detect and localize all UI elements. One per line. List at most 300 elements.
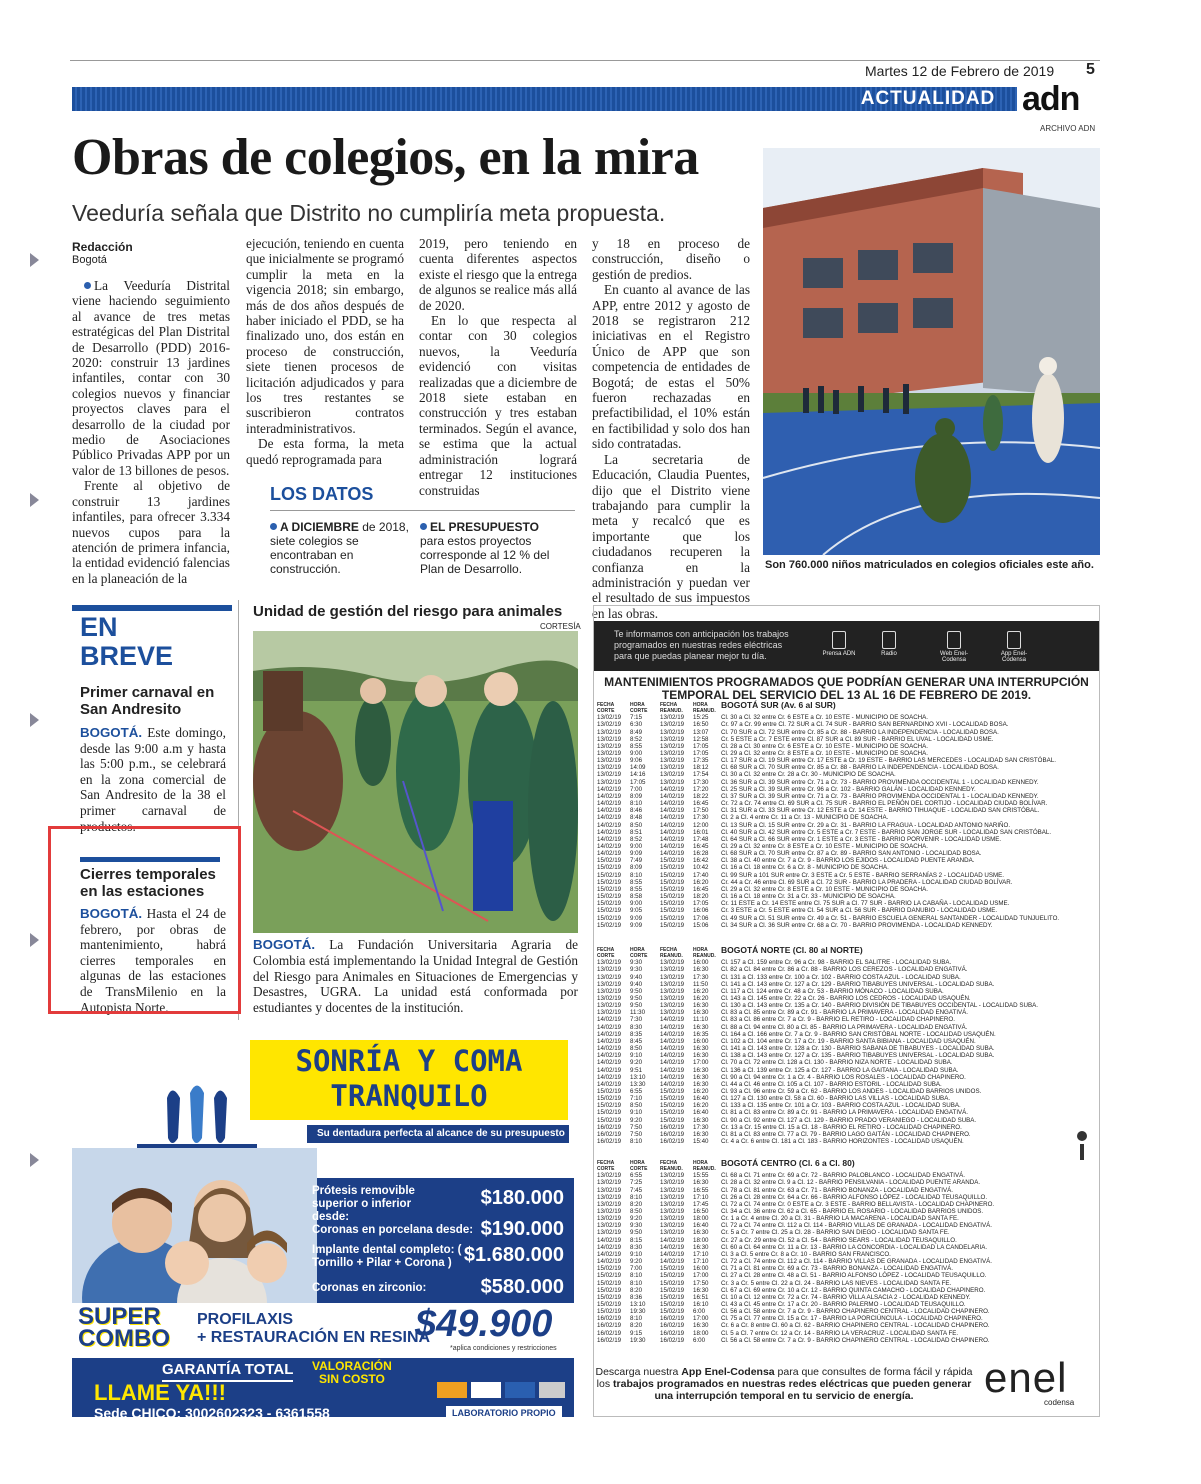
schedule-cell: 8:10: [630, 1193, 643, 1201]
schedule-cell: Cl. 29 a Cl. 32 entre Cr. 8 ESTE a Cr. 10 ESTE - MUNICIPIO DE SOACHA.: [721, 749, 928, 757]
schedule-cell: 8:10: [630, 800, 643, 808]
schedule-cell: 16:00: [693, 1037, 709, 1045]
valoracion-line: VALORACIÓN: [312, 1359, 392, 1373]
schedule-cell: 9:40: [630, 973, 643, 981]
schedule-cell: Cl. 131 a Cl. 133 entre Cr. 100 a Cr. 102 - BARRIO COSTA AZUL - LOCALIDAD SUBA.: [721, 973, 961, 981]
schedule-cell: 14/02/19: [597, 1258, 622, 1266]
schedule-cell: 13/02/19: [597, 749, 622, 757]
schedule-cell: Cr. 5 ESTE a Cr. 7 ESTE entre Cl. 87 SUR a Cl. 89 SUR - BARRIO EL UVAL - LOCALIDAD USME.: [721, 735, 994, 743]
schedule-row: [597, 1045, 1092, 1052]
schedule-cell: 7:00: [630, 1265, 643, 1273]
page-number: 5: [1086, 61, 1095, 78]
schedule-cell: 13/02/19: [660, 1215, 685, 1223]
schedule-cell: 13/02/19: [660, 1193, 685, 1201]
schedule-row: [597, 1265, 1092, 1272]
schedule-cell: 13/02/19: [597, 742, 622, 750]
schedule-cell: Cl. 36 SUR a Cl. 39 SUR entre Cr. 71 a Cr. 73 - BARRIO PROVIMENDA OCCIDENTAL 1 - LOCALIDAD KENNEDY.: [721, 778, 1039, 786]
schedule-row: [597, 1067, 1092, 1074]
price-label: Coronas en porcelana desde:: [312, 1224, 474, 1236]
schedule-cell: 15/02/19: [660, 893, 685, 901]
brief-title: Primer carnaval en San Andresito: [80, 684, 215, 718]
schedule-col-header: FECHA REANUD.: [660, 1160, 683, 1172]
schedule-cell: 13/02/19: [597, 735, 622, 743]
schedule-cell: 17:10: [693, 1250, 709, 1258]
schedule-cell: Cr. 27 a Cr. 29 entre Cl. 52 a Cl. 54 - BARRIO SEARS - LOCALIDAD TEUSAQUILLO.: [721, 1236, 957, 1244]
schedule-cell: 13/02/19: [597, 1193, 622, 1201]
schedule-cell: Cl. 64 SUR a Cl. 66 SUR entre Cr. 1 ESTE a Cr. 3 ESTE - BARRIO PORVENIR - LOCALIDAD USME.: [721, 835, 1002, 843]
schedule-cell: 16:20: [693, 1088, 709, 1095]
schedule-cell: 15/02/19: [597, 885, 622, 893]
schedule-cell: 9:15: [630, 1329, 643, 1337]
schedule-cell: 14/02/19: [660, 1059, 685, 1067]
schedule-cell: 13/02/19: [660, 1222, 685, 1230]
schedule-cell: 17:10: [693, 1258, 709, 1266]
schedule-cell: 13/02/19: [660, 714, 685, 722]
schedule-cell: 13/02/19: [597, 994, 622, 1002]
schedule-row: [597, 1251, 1092, 1258]
article-paragraph: La secretaria de Educación, Claudia Puentes, dijo que el Distrito viene trabajando para cumplir la meta y recalcó que es importante que los ciudadanos recuperen la confianza en la administración y puedan ver el resultado de sus impuestos en las obras.: [592, 451, 750, 621]
schedule-row: [597, 814, 1092, 821]
enel-logo-sub: codensa: [1044, 1398, 1075, 1407]
schedule-cell: 13/02/19: [597, 1179, 622, 1187]
schedule-cell: Cl. 16 a Cl. 18 entre Cr. 6 a Cr. 8 - MUNICIPIO DE SOACHA.: [721, 864, 889, 872]
schedule-col-header: HORA REANUD.: [693, 702, 716, 714]
schedule-cell: 15/02/19: [660, 914, 685, 922]
schedule-cell: 13/02/19: [597, 757, 622, 765]
enel-header-band: [594, 621, 1099, 671]
schedule-cell: 16/02/19: [660, 1336, 685, 1344]
schedule-cell: 8:50: [630, 1045, 643, 1053]
schedule-col-header: FECHA REANUD.: [660, 947, 683, 959]
price-value: $580.000: [480, 1276, 564, 1298]
schedule-row: [597, 959, 1092, 966]
schedule-cell: 13/02/19: [660, 980, 685, 988]
schedule-cell: 7:25: [630, 1179, 643, 1187]
schedule-cell: Cl. 72 a Cl. 74 entre Cl. 112 a Cl. 114 - BARRIO VILLAS DE GRANADA - LOCALIDAD ENGATIVÁ.: [721, 1258, 992, 1266]
schedule-cell: 14/02/19: [660, 1016, 685, 1024]
schedule-cell: 8:49: [630, 728, 643, 736]
schedule-row: [597, 1095, 1092, 1102]
schedule-cell: Cl. 90 a Cl. 94 entre Cr. 1 a Cr. 4 - BARRIO LOS ROSALES - LOCALIDAD CHAPINERO.: [721, 1073, 966, 1081]
schedule-cell: 16:20: [693, 1102, 709, 1110]
schedule-cell: Cl. 83 a Cl. 85 entre Cr. 89 a Cr. 91 - BARRIO LA PRIMAVERA - LOCALIDAD ENGATIVÁ.: [721, 1009, 969, 1017]
schedule-col-header: FECHA REANUD.: [660, 702, 683, 714]
schedule-row: [597, 1074, 1092, 1081]
enel-footer: [594, 1366, 974, 1402]
schedule-cell: 11:10: [693, 1016, 709, 1024]
schedule-cell: Cl. 141 a Cl. 143 entre Cr. 127 a Cr. 129 - BARRIO TIBABUYES UNIVERSAL - LOCALIDAD SUBA.: [721, 980, 995, 988]
schedule-cell: 15/02/19: [597, 893, 622, 901]
schedule-cell: Cl. 117 a Cl. 124 entre Cr. 48 a Cr. 53 - BARRIO MÓNACO - LOCALIDAD SUBA.: [721, 987, 944, 995]
schedule-row: [597, 822, 1092, 829]
combo-desc-line: + RESTAURACIÓN EN RESINA: [197, 1329, 431, 1346]
schedule-cell: Cl. 102 a Cl. 104 entre Cr. 17 a Cr. 19 - BARRIO SANTA BIBIANA - LOCALIDAD USAQUÉN.: [721, 1037, 976, 1045]
schedule-cell: 18:20: [693, 893, 709, 901]
schedule-cell: 15:55: [693, 1172, 709, 1180]
schedule-row: [597, 743, 1092, 750]
schedule-row: [597, 1081, 1092, 1088]
schedule-cell: 16:30: [693, 1116, 709, 1124]
schedule-cell: Cl. 37 SUR a Cl. 39 SUR entre Cr. 71 a Cr. 73 - BARRIO PROVIMENDA OCCIDENTAL 1 - LOCALIDAD KENNEDY.: [721, 792, 1039, 800]
schedule-cell: 14/02/19: [597, 1037, 622, 1045]
schedule-cell: 7:45: [630, 1186, 643, 1194]
schedule-cell: Cl. 72 a Cl. 74 entre Cr. 0 ESTE a Cr. 3 ESTE - BARRIO BELLAVISTA - LOCALIDAD CHAPINERO.: [721, 1200, 995, 1208]
schedule-cell: 16:28: [693, 850, 709, 858]
schedule-cell: 10:42: [693, 864, 709, 872]
schedule-cell: 13/02/19: [660, 728, 685, 736]
schedule-cell: 8:20: [630, 1200, 643, 1208]
schedule-cell: 14/02/19: [660, 828, 685, 836]
schedule-cell: 15/02/19: [660, 1286, 685, 1294]
schedule-cell: Cl. 82 a Cl. 84 entre Cr. 86 a Cr. 88 - BARRIO LOS CEREZOS - LOCALIDAD ENGATIVÁ.: [721, 966, 968, 974]
schedule-cell: 16:45: [693, 800, 709, 808]
branch-phone: Sede CHICO: 3002602323 - 6361558: [94, 1405, 330, 1421]
schedule-cell: Cl. 130 a Cl. 143 entre Cr. 135 a Cr. 140 - BARRIO DIVISIÓN DE TIBABUYES OCCIDENTAL - LOCALIDAD SUBA.: [721, 1002, 1038, 1010]
schedule-cell: 9:50: [630, 987, 643, 995]
schedule-cell: 14/02/19: [597, 792, 622, 800]
schedule-cell: 15/02/19: [597, 1286, 622, 1294]
schedule-row: [597, 729, 1092, 736]
schedule-cell: Cr. 13 a Cr. 15 entre Cl. 15 a Cl. 18 - BARRIO EL RETIRO - LOCALIDAD CHAPINERO.: [721, 1123, 962, 1131]
schedule-cell: 8:55: [630, 878, 643, 886]
schedule-col-header: FECHA CORTE: [597, 702, 615, 714]
schedule-cell: 13:30: [630, 1080, 646, 1088]
schedule-row: [597, 1308, 1092, 1315]
schedule-col-header: HORA CORTE: [630, 702, 648, 714]
schedule-cell: 14/02/19: [660, 1045, 685, 1053]
article-paragraph: 2019, pero teniendo en cuenta diferentes aspectos existe el riesgo que la entrega de algunos se realice más allá de 2020.: [419, 236, 577, 313]
margin-arrow-icon: [30, 933, 39, 947]
schedule-cell: 17:30: [693, 1123, 709, 1131]
schedule-cell: 16:55: [693, 1186, 709, 1194]
schedule-cell: 14/02/19: [597, 1052, 622, 1060]
schedule-cell: 13/02/19: [597, 973, 622, 981]
schedule-row: [597, 879, 1092, 886]
schedule-cell: 9:50: [630, 994, 643, 1002]
datos-text: de 2018, siete colegios se encontraban en construcción.: [270, 520, 409, 576]
schedule-row: [597, 793, 1092, 800]
schedule-cell: 14/02/19: [597, 835, 622, 843]
combo-note: *aplica condiciones y restricciones: [450, 1345, 557, 1352]
schedule-cell: 15/02/19: [597, 921, 622, 929]
schedule-cell: 13/02/19: [660, 749, 685, 757]
schedule-cell: 16/02/19: [597, 1322, 622, 1330]
schedule-cell: 17:10: [693, 1193, 709, 1201]
schedule-cell: 16/02/19: [597, 1315, 622, 1323]
schedule-cell: 13/02/19: [597, 987, 622, 995]
schedule-cell: Cl. 40 SUR a Cl. 42 SUR entre Cr. 5 ESTE a Cr. 7 ESTE - BARRIO SAN JORGE SUR - LOCALIDAD SAN CRISTÓBAL.: [721, 828, 1052, 836]
schedule-cell: 7:10: [630, 1095, 643, 1103]
schedule-cell: 8:10: [630, 871, 643, 879]
schedule-cell: 9:09: [630, 850, 643, 858]
schedule-cell: Cl. 81 a Cl. 83 entre Cr. 89 a Cr. 91 - BARRIO LA PRIMAVERA - LOCALIDAD ENGATIVÁ.: [721, 1109, 969, 1117]
schedule-row: [597, 757, 1092, 764]
article-paragraph: La Veeduría Distrital viene haciendo seguimiento al avance de tres metas estratégicas del Plan Distrital de Desarrollo (PDD) 2016-2020: construir 13 jardines infantiles, contar con 30 colegios nuevos y financiar proyectos claves para el desarrollo de la ciudad por medio de Asociaciones Público Privadas APP por un valor de 13 billones de pesos.: [72, 278, 230, 478]
schedule-cell: 13/02/19: [660, 764, 685, 772]
schedule-cell: 17:05: [693, 749, 709, 757]
schedule-cell: 17:06: [693, 914, 709, 922]
schedule-cell: 8:51: [630, 828, 643, 836]
schedule-cell: 16:20: [693, 878, 709, 886]
schedule-cell: 16:50: [693, 721, 709, 729]
schedule-cell: 9:40: [630, 980, 643, 988]
schedule-cell: 16:30: [693, 1229, 709, 1237]
schedule-cell: 16/02/19: [660, 1130, 685, 1138]
schedule-row: [597, 1229, 1092, 1236]
schedule-cell: 8:55: [630, 885, 643, 893]
highlight-box: [48, 826, 241, 1014]
schedule-cell: 14/02/19: [660, 1030, 685, 1038]
issue-date: Martes 12 de Febrero de 2019: [865, 63, 1055, 79]
enel-footer-text: para que consultes de forma fácil y rápida los: [596, 1366, 973, 1390]
free-evaluation: [312, 1360, 392, 1386]
schedule-row: [597, 786, 1092, 793]
schedule-row: [597, 736, 1092, 743]
schedule-cell: 17:00: [693, 1315, 709, 1323]
schedule-cell: 13/02/19: [660, 1172, 685, 1180]
en-breve-title: [80, 613, 173, 671]
schedule-cell: 13/02/19: [660, 987, 685, 995]
schedule-cell: 9:10: [630, 1052, 643, 1060]
schedule-cell: 15/02/19: [660, 864, 685, 872]
article-column-1: [72, 278, 230, 586]
datos-item: [270, 520, 410, 576]
schedule-cell: 15/02/19: [597, 878, 622, 886]
schedule-cell: 13/02/19: [597, 764, 622, 772]
schedule-cell: 14/02/19: [597, 1023, 622, 1031]
margin-arrow-icon: [30, 253, 39, 267]
schedule-cell: 14/02/19: [660, 792, 685, 800]
margin-arrow-icon: [30, 493, 39, 507]
schedule-cell: 15/02/19: [597, 1088, 622, 1095]
schedule-cell: 18:00: [693, 1215, 709, 1223]
slogan: [250, 1044, 568, 1114]
enel-title: MANTENIMIENTOS PROGRAMADOS QUE PODRÍAN GENERAR UNA INTERRUPCIÓN TEMPORAL DEL SERVICIO DEL 13 AL 16 DE FEBRERO DE 2019.: [604, 675, 1089, 702]
schedule-cell: 8:30: [630, 1243, 643, 1251]
article-paragraph: y 18 en proceso de construcción, diseño o gestión de predios.: [592, 236, 750, 282]
schedule-cell: 16:00: [693, 959, 709, 967]
schedule-cell: 16:30: [693, 1322, 709, 1330]
en-breve-title-line: EN: [80, 612, 118, 642]
schedule-cell: 15/02/19: [660, 871, 685, 879]
schedule-row: [597, 900, 1092, 907]
byline-city: Bogotá: [72, 254, 107, 266]
schedule-cell: 14/02/19: [597, 1059, 622, 1067]
schedule-cell: Cr. 72 a Cr. 74 entre Cl. 69 SUR a Cl. 75 SUR - BARRIO EL PEÑÓN DEL CORTIJO - LOCALIDAD CIUDAD BOLÍVAR.: [721, 800, 1048, 808]
schedule-cell: 8:36: [630, 1293, 643, 1301]
schedule-cell: Cl. 138 a Cl. 143 entre Cr. 127 a Cr. 135 - BARRIO TIBABUYES UNIVERSAL - LOCALIDAD SUBA.: [721, 1052, 995, 1060]
schedule-cell: 15/02/19: [660, 921, 685, 929]
schedule-cell: 15/02/19: [660, 1293, 685, 1301]
schedule-cell: 15/02/19: [597, 871, 622, 879]
schedule-cell: 13/02/19: [660, 721, 685, 729]
price-value: $190.000: [480, 1218, 564, 1240]
brief-title: Cierres temporales en las estaciones: [80, 866, 216, 900]
animals-text: La Fundación Universitaria Agraria de Colombia está implementando la Unidad Integral de Gestión del Riesgo para Animales en Situaciones de Emergencias y Desastres, UGRA. La unidad está conformada por estudiantes y docentes de la institución.: [253, 937, 578, 1016]
schedule-row: [597, 1002, 1092, 1009]
schedule-cell: Cl. 88 a Cl. 94 entre Cl. 80 a Cl. 85 - BARRIO LA PRIMAVERA - LOCALIDAD ENGATIVÁ.: [721, 1023, 968, 1031]
schedule-cell: 16:30: [693, 1009, 709, 1017]
datos-text: para estos proyectos corresponde al 12 % del Plan de Desarrollo.: [420, 534, 550, 576]
schedule-cell: 15/02/19: [597, 1116, 622, 1124]
combo-line: COMBO: [78, 1325, 170, 1352]
schedule-cell: 11:50: [693, 980, 709, 988]
schedule-cell: 13/02/19: [660, 1002, 685, 1010]
schedule-cell: 19:30: [630, 1308, 646, 1316]
adn-logo: adn: [1022, 80, 1080, 118]
guarantee-label: GARANTÍA TOTAL: [162, 1361, 293, 1382]
schedule-cell: 9:09: [630, 921, 643, 929]
schedule-zone-title: BOGOTÁ CENTRO (Cl. 6 a Cl. 80): [721, 1158, 855, 1168]
schedule-cell: 13/02/19: [660, 1200, 685, 1208]
schedule-cell: 17:05: [693, 900, 709, 908]
schedule-row: [597, 714, 1092, 721]
schedule-row: [597, 922, 1092, 929]
schedule-cell: 16:40: [693, 1222, 709, 1230]
schedule-cell: 15/02/19: [660, 878, 685, 886]
schedule-cell: 15/02/19: [660, 1102, 685, 1110]
schedule-cell: 14/02/19: [597, 850, 622, 858]
schedule-cell: Cl. 43 a Cl. 45 entre Cr. 17 a Cr. 20 - BARRIO PALERMO - LOCALIDAD TEUSAQUILLO.: [721, 1301, 966, 1308]
schedule-cell: 14/02/19: [660, 1037, 685, 1045]
schedule-cell: 15/02/19: [597, 1279, 622, 1287]
datos-lead: EL PRESUPUESTO: [430, 520, 539, 534]
price-row: [312, 1185, 564, 1223]
article-paragraph: ejecución, teniendo en cuenta que inicialmente se programó cumplir la meta en la vigencia 2018; sin embargo, más de dos años después de haber iniciado el PDD, se ha finalizado uno, dos están en proceso de construcción, siete tienen procesos de licitación adjudicados y para los tres restantes se suscribieron contratos interadministrativos.: [246, 236, 404, 436]
schedule-cell: Cr. 1 a Cr. 4 entre Cl. 20 a Cl. 31 - BARRIO LA MACARENA - LOCALIDAD SANTA FE.: [721, 1215, 959, 1223]
schedule-cell: 8:45: [630, 1037, 643, 1045]
payment-cards-icon: [437, 1380, 567, 1400]
brief-body: [80, 725, 226, 834]
schedule-cell: Cl. 30 a Cl. 32 entre Cr. 28 a Cr. 30 - MUNICIPIO DE SOACHA.: [721, 771, 896, 779]
schedule-row: [597, 843, 1092, 850]
schedule-cell: 13/02/19: [597, 1009, 622, 1017]
schedule-cell: 14/02/19: [660, 821, 685, 829]
schedule-zone-title: BOGOTÁ SUR (Av. 6 al SUR): [721, 700, 836, 710]
schedule-row: [597, 915, 1092, 922]
animals-credit: CORTESÍA: [540, 622, 581, 631]
schedule-cell: Cr. 44 a Cr. 46 entre Cl. 69 SUR a Cl. 72 SUR - BARRIO LA PRADERA - LOCALIDAD CIUDAD BOLÍVAR.: [721, 878, 1013, 886]
schedule-cell: 13/02/19: [597, 771, 622, 779]
price-row: [312, 1218, 564, 1244]
price-value: $1.680.000: [463, 1244, 564, 1266]
schedule-row: [597, 981, 1092, 988]
schedule-row: [597, 829, 1092, 836]
schedule-cell: 9:50: [630, 1229, 643, 1237]
schedule-cell: 16/02/19: [660, 1138, 685, 1146]
schedule-row: [597, 1179, 1092, 1186]
schedule-cell: 13:07: [693, 728, 709, 736]
schedule-header: [597, 945, 1092, 959]
web-icon: [947, 631, 961, 649]
schedule-row: [597, 1102, 1092, 1109]
schedule-cell: Cl. 93 a Cl. 96 entre Cr. 59 a Cr. 62 - BARRIO LOS ANDES - LOCALIDAD BARRIOS UNIDOS.: [721, 1088, 982, 1095]
bullet-icon: [84, 282, 91, 289]
schedule-row: [597, 1272, 1092, 1279]
enel-intro: Te informamos con anticipación los trabajos programados en nuestras redes eléctricas para que puedas planear mejor tu día.: [614, 629, 789, 661]
schedule-row: [597, 1201, 1092, 1208]
schedule-cell: 13/02/19: [597, 778, 622, 786]
schedule-cell: 14/02/19: [597, 785, 622, 793]
schedule-cell: 12:00: [693, 821, 709, 829]
schedule-cell: 14/02/19: [660, 1073, 685, 1081]
schedule-cell: Cl. 81 a Cl. 83 entre Cl. 77 a Cl. 79 - BARRIO LAGO GAITÁN - LOCALIDAD CHAPINERO.: [721, 1130, 971, 1138]
schedule-cell: Cl. 68 SUR a Cl. 70 SUR entre Cr. 85 a Cr. 88 - BARRIO LA INDEPENDENCIA - LOCALIDAD BOSA.: [721, 764, 999, 772]
schedule-row: [597, 800, 1092, 807]
schedule-cell: 14/02/19: [597, 828, 622, 836]
schedule-cell: 14/02/19: [660, 800, 685, 808]
schedule-cell: 13/02/19: [597, 1229, 622, 1237]
schedule-cell: Cl. 164 a Cl. 166 entre Cr. 7 a Cr. 9 - BARRIO SAN CRISTÓBAL NORTE - LOCALIDAD USAQUÉN.: [721, 1030, 996, 1038]
schedule-cell: 16:30: [693, 1002, 709, 1010]
price-label: Coronas en zirconio:: [312, 1282, 427, 1294]
schedule-cell: 17:30: [693, 973, 709, 981]
school-photo: [763, 148, 1100, 555]
schedule-row: [597, 857, 1092, 864]
los-datos-title: LOS DATOS: [270, 484, 374, 504]
schedule-cell: 13/02/19: [660, 973, 685, 981]
schedule-cell: Cl. 49 SUR a Cl. 51 SUR entre Cr. 49 a Cr. 51 - BARRIO ESCUELA GENERAL SANTANDER - LOCALIDAD TUNJUELITO.: [721, 914, 1060, 922]
schedule-row: [597, 1124, 1092, 1131]
branch-phone: Sede BOSQUE usaquén: 3006971911 - 2742716: [94, 1422, 407, 1438]
schedule-cell: 16/02/19: [660, 1123, 685, 1131]
brief-city: BOGOTÁ.: [80, 906, 143, 921]
combo-line: SUPER: [78, 1303, 161, 1330]
schedule-cell: Cl. 34 a Cl. 36 entre Cl. 62 a Cl. 65 - BARRIO EL ROSARIO - LOCALIDAD BARRIOS UNIDOS.: [721, 1207, 984, 1215]
schedule-cell: 15/02/19: [660, 1088, 685, 1095]
schedule-cell: 16/02/19: [597, 1123, 622, 1131]
photo-credit: ARCHIVO ADN: [1040, 124, 1096, 133]
schedule-row: [597, 1294, 1092, 1301]
schedule-cell: 9:06: [630, 757, 643, 765]
radio-icon: [882, 631, 896, 649]
schedule-row: [597, 1038, 1092, 1045]
schedule-col-header: HORA CORTE: [630, 947, 648, 959]
schedule-cell: 13:10: [630, 1301, 646, 1308]
schedule-cell: Cl. 157 a Cl. 159 entre Cr. 96 a Cr. 98 - BARRIO EL SALITRE - LOCALIDAD SUBA.: [721, 959, 952, 967]
schedule-cell: 8:09: [630, 864, 643, 872]
schedule-row: [597, 1131, 1092, 1138]
schedule-cell: 9:09: [630, 914, 643, 922]
enel-footer-bold: trabajos programados en nuestras redes eléctricas que pueden generar una interrupción temporal en tu servicio de energía.: [613, 1378, 972, 1402]
schedule-cell: 13/02/19: [597, 728, 622, 736]
schedule-col-header: FECHA CORTE: [597, 947, 615, 959]
call-now: LLAME YA!!!: [94, 1380, 226, 1405]
schedule-cell: 9:20: [630, 1116, 643, 1124]
schedule-row: [597, 893, 1092, 900]
schedule-cell: 9:05: [630, 907, 643, 915]
schedule-cell: 16/02/19: [660, 1329, 685, 1337]
combo-description: [197, 1311, 430, 1347]
schedule-row: [597, 721, 1092, 728]
schedule-row: [597, 1117, 1092, 1124]
schedule-cell: 17:35: [693, 757, 709, 765]
channel-prensa: [819, 631, 859, 657]
schedule-cell: 17:00: [693, 1059, 709, 1067]
schedule-cell: 8:15: [630, 1236, 643, 1244]
margin-arrow-icon: [30, 1153, 39, 1167]
schedule-cell: 13/02/19: [597, 1172, 622, 1180]
schedule-cell: 8:50: [630, 1207, 643, 1215]
schedule-cell: 14/02/19: [660, 785, 685, 793]
schedule-row: [597, 864, 1092, 871]
subheadline: Veeduría señala que Distrito no cumpliría meta propuesta.: [72, 200, 666, 226]
schedule-cell: 14/02/19: [660, 1066, 685, 1074]
schedule-cell: 8:10: [630, 1279, 643, 1287]
schedule-cell: 14/02/19: [660, 807, 685, 815]
schedule-cell: 6:00: [693, 1336, 706, 1344]
schedule-cell: 17:20: [693, 785, 709, 793]
